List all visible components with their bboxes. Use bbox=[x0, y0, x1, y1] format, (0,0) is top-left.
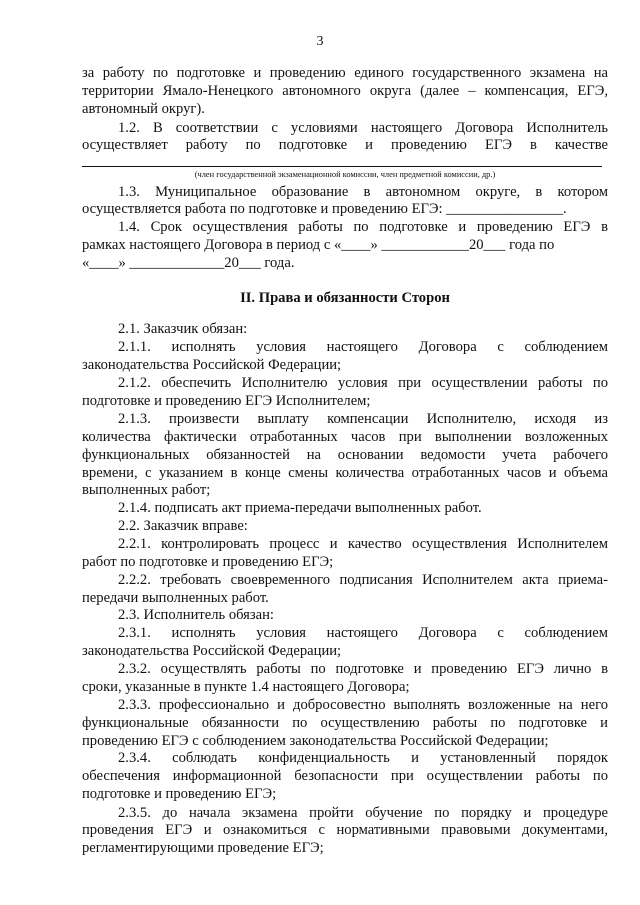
text-line: регламентирующими проведение ЕГЭ; bbox=[82, 840, 324, 856]
text-line: передачи выполненных работ. bbox=[82, 590, 269, 606]
text-line: обеспечения информационной безопасности при осуществлении работы по bbox=[82, 768, 608, 784]
text-line: 1.3. Муниципальное образование в автономном округе, в котором bbox=[118, 184, 608, 200]
field-caption: (член государственной экзаменационной комиссии, член предметной комиссии, др.) bbox=[194, 170, 496, 179]
text-line: 1.2. В соответствии с условиями настоящего Договора Исполнитель bbox=[118, 120, 608, 136]
text-line: 2.3.2. осуществлять работы по подготовке и проведению ЕГЭ лично в bbox=[118, 661, 608, 677]
text-line: проведению ЕГЭ с соблюдением законодательства Российской Федерации; bbox=[82, 733, 549, 749]
text-line: рамках настоящего Договора в период с «____» ____________20___ года по bbox=[82, 237, 555, 253]
text-line: выполненных работ; bbox=[82, 482, 211, 498]
text-line: законодательства Российской Федерации; bbox=[82, 643, 342, 659]
text-line: работ по подготовке и проведению ЕГЭ; bbox=[82, 554, 334, 570]
text-line: 2.1.2. обеспечить Исполнителю условия при осуществлении работы по bbox=[118, 375, 608, 391]
text-line: 2.2.2. требовать своевременного подписания Исполнителем акта приема- bbox=[118, 572, 608, 588]
text-line: 2.2. Заказчик вправе: bbox=[118, 518, 248, 534]
text-line: 2.2.1. контролировать процесс и качество осуществления Исполнителем bbox=[118, 536, 608, 552]
text-line: 2.3.4. соблюдать конфиденциальность и установленный порядок bbox=[118, 750, 608, 766]
text-line: 2.1.4. подписать акт приема-передачи выполненных работ. bbox=[118, 500, 482, 516]
text-line: «____» _____________20___ года. bbox=[82, 255, 295, 271]
text-line: сроки, указанные в пункте 1.4 настоящего Договора; bbox=[82, 679, 410, 695]
text-line: законодательства Российской Федерации; bbox=[82, 357, 342, 373]
text-line: 2.1. Заказчик обязан: bbox=[118, 321, 248, 337]
text-line: подготовке и проведению ЕГЭ Исполнителем; bbox=[82, 393, 371, 409]
text-line: 2.1.3. произвести выплату компенсации Исполнителю, исходя из bbox=[118, 411, 608, 427]
text-line: подготовке и проведению ЕГЭ; bbox=[82, 786, 277, 802]
text-line: 2.1.1. исполнять условия настоящего Договора с соблюдением bbox=[118, 339, 608, 355]
text-line: осуществляется работа по подготовке и проведению ЕГЭ: ________________. bbox=[82, 201, 567, 217]
text-line: 1.4. Срок осуществления работы по подготовке и проведению ЕГЭ в bbox=[118, 219, 608, 235]
text-line: за работу по подготовке и проведению единого государственного экзамена на bbox=[82, 65, 608, 81]
text-line: 2.3.5. до начала экзамена пройти обучение по порядку и процедуре bbox=[118, 805, 608, 821]
text-line: осуществляет работу по подготовке и проведению ЕГЭ в качестве bbox=[82, 137, 608, 153]
page-number: 3 bbox=[316, 34, 324, 49]
text-line: функциональные обязанности по осуществлению работы по подготовке и bbox=[82, 715, 608, 731]
text-line: времени, с указанием в конце смены количества отработанных часов и объема bbox=[82, 465, 608, 481]
text-line: автономный округ). bbox=[82, 101, 205, 117]
text-line: 2.3.3. профессионально и добросовестно выполнять возложенные на него bbox=[118, 697, 608, 713]
text-line: функциональных обязанностей на основании ведомости учета рабочего bbox=[82, 447, 608, 463]
fill-in-line bbox=[82, 166, 602, 167]
text-line: количества фактически отработанных часов при выполнении возложенных bbox=[82, 429, 608, 445]
text-line: проведения ЕГЭ и ознакомиться с нормативными правовыми документами, bbox=[82, 822, 608, 838]
text-line: территории Ямало-Ненецкого автономного округа (далее – компенсация, ЕГЭ, bbox=[82, 83, 608, 99]
text-line: 2.3.1. исполнять условия настоящего Договора с соблюдением bbox=[118, 625, 608, 641]
text-line: 2.3. Исполнитель обязан: bbox=[118, 607, 274, 623]
section-heading: II. Права и обязанности Сторон bbox=[240, 290, 450, 306]
